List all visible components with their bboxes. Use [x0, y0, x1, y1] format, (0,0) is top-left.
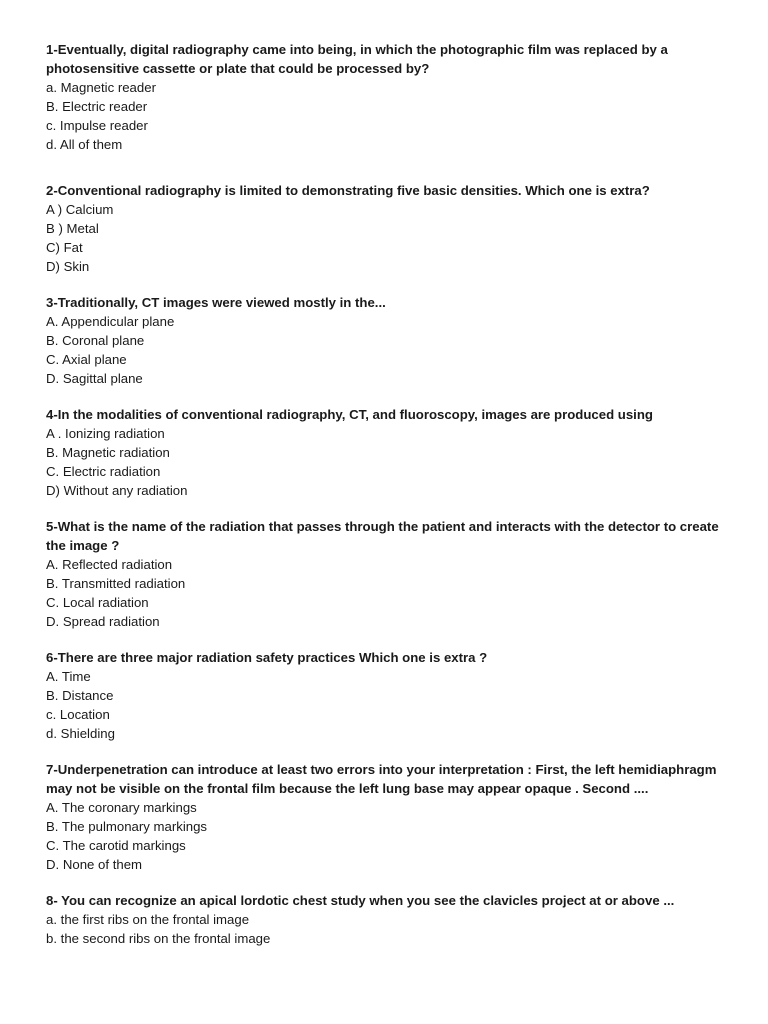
answer-option: a. Magnetic reader — [46, 80, 156, 95]
question-text: 7-Underpenetration can introduce at least two errors into your interpretation : First, the left hemidiaphragm may not be visible on the frontal film because the left lung base may appear opaque . Second .... — [46, 762, 717, 796]
question-5 — [46, 517, 726, 631]
question-text: 5-What is the name of the radiation that passes through the patient and interacts with the detector to create the image ? — [46, 519, 719, 553]
answer-option: c. Impulse reader — [46, 118, 148, 133]
question-text: 2-Conventional radiography is limited to demonstrating five basic densities. Which one is extra? — [46, 183, 650, 198]
answer-option: B. Coronal plane — [46, 333, 145, 348]
answer-option: B. The pulmonary markings — [46, 819, 208, 834]
answer-option: B ) Metal — [46, 221, 99, 236]
answer-option: d. All of them — [46, 137, 123, 152]
answer-option: c. Location — [46, 707, 110, 722]
answer-option: a. the first ribs on the frontal image — [46, 912, 250, 927]
question-text: 1-Eventually, digital radiography came into being, in which the photographic film was replaced by a photosensitive cassette or plate that could be processed by? — [46, 42, 668, 76]
answer-option: A. Time — [46, 669, 91, 684]
answer-option: D. Spread radiation — [46, 614, 160, 629]
answer-option: C) Fat — [46, 240, 83, 255]
answer-option: B. Electric reader — [46, 99, 148, 114]
question-6 — [46, 648, 726, 743]
answer-option: D. None of them — [46, 857, 143, 872]
answer-option: d. Shielding — [46, 726, 115, 741]
question-text: 6-There are three major radiation safety practices Which one is extra ? — [46, 650, 488, 665]
question-8 — [46, 891, 726, 948]
question-text: 8- You can recognize an apical lordotic chest study when you see the clavicles project at or above ... — [46, 893, 675, 908]
answer-option: C. Electric radiation — [46, 464, 161, 479]
answer-option: D) Without any radiation — [46, 483, 188, 498]
answer-option: b. the second ribs on the frontal image — [46, 931, 271, 946]
answer-option: A. Appendicular plane — [46, 314, 175, 329]
answer-option: D. Sagittal plane — [46, 371, 143, 386]
answer-option: A . Ionizing radiation — [46, 426, 165, 441]
question-4 — [46, 405, 726, 500]
answer-option: A ) Calcium — [46, 202, 114, 217]
answer-option: B. Transmitted radiation — [46, 576, 186, 591]
question-3 — [46, 293, 726, 388]
answer-option: B. Magnetic radiation — [46, 445, 170, 460]
answer-option: D) Skin — [46, 259, 90, 274]
document-page — [46, 40, 726, 948]
answer-option: C. Local radiation — [46, 595, 149, 610]
question-7 — [46, 760, 726, 874]
question-2 — [46, 181, 726, 276]
answer-option: C. The carotid markings — [46, 838, 186, 853]
question-text: 3-Traditionally, CT images were viewed mostly in the... — [46, 295, 386, 310]
answer-option: C. Axial plane — [46, 352, 127, 367]
answer-option: A. Reflected radiation — [46, 557, 173, 572]
question-text: 4-In the modalities of conventional radiography, CT, and fluoroscopy, images are produced using — [46, 407, 653, 422]
question-1 — [46, 40, 726, 154]
answer-option: A. The coronary markings — [46, 800, 197, 815]
answer-option: B. Distance — [46, 688, 114, 703]
